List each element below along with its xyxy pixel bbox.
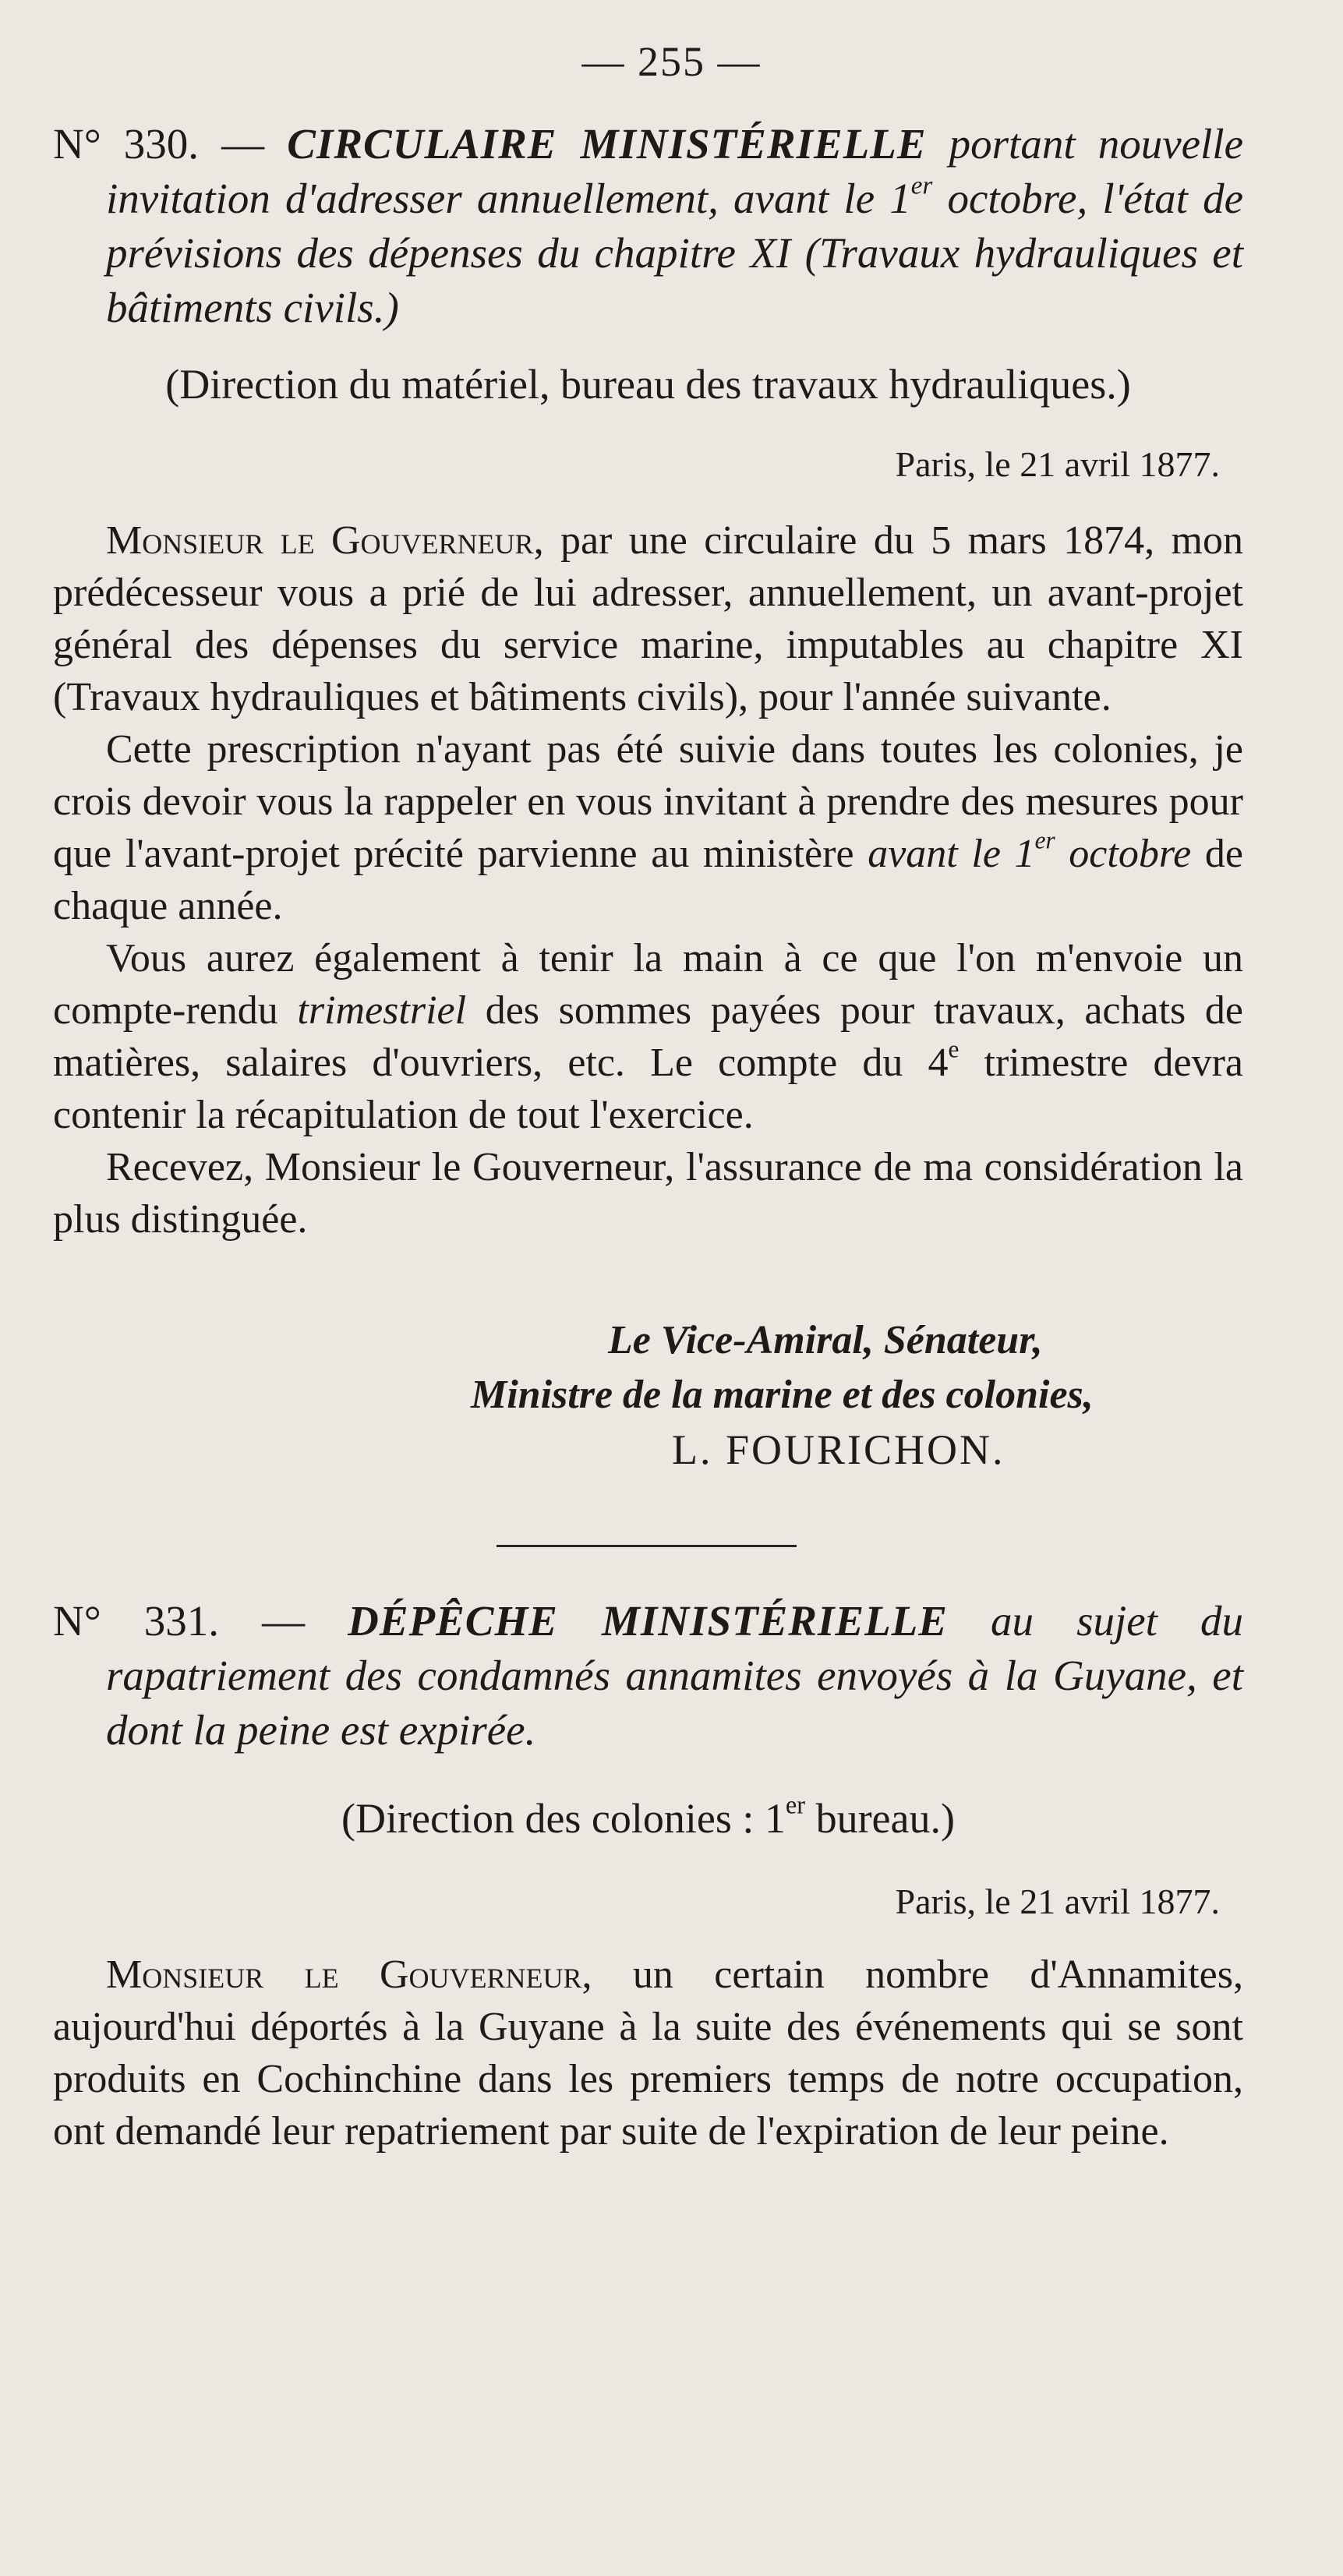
doc330-signature-office: Ministre de la marine et des colonies, [471, 1373, 1094, 1417]
doc330-number: N° 330. [53, 120, 200, 168]
doc330-dateline: Paris, le 21 avril 1877. [895, 444, 1220, 484]
doc330-p2-text-a: Cette prescription n'ayant pas été suivie dans toutes les colonies, je crois devoir vous la rappeler en vous invitant à prendre des mesures pour que l'avant-projet précité parvienne au ministère [53, 727, 1243, 876]
doc330-salutation: Monsieur le Gouverneur [106, 518, 534, 563]
doc330-kind: CIRCULAIRE MINISTÉRIELLE [287, 120, 927, 168]
page-number: — 255 — [581, 38, 762, 85]
doc330-body [53, 514, 1243, 1246]
doc330-subject-sup: er [910, 171, 933, 200]
doc331-p1-text: , un certain nombre d'Annamites, aujourd'hui déportés à la Guyane à la suite des événements qui se sont produits en Cochinchine dans les premiers temps de notre occupation, ont demandé leur repatriement par suite de l'expiration de leur peine. [53, 1952, 1243, 2154]
doc330-signature-name: L. FOURICHON. [672, 1426, 1005, 1473]
doc330-p2-text-b: de chaque année. [53, 832, 1243, 928]
doc330-p3-italic: trimestriel [297, 988, 467, 1033]
doc331-direction [53, 1793, 1243, 1844]
doc330-paragraph-1 [53, 514, 1243, 723]
doc331-subject: au sujet du rapatriement des condamnés annamites envoyés à la Guyane, et dont la peine est expirée. [106, 1597, 1243, 1754]
doc330-p2-sup: er [1034, 826, 1055, 854]
doc331-dash: — [219, 1597, 348, 1645]
doc331-heading [53, 1594, 1243, 1758]
doc330-paragraph-4: Recevez, Monsieur le Gouverneur, l'assurance de ma considération la plus distinguée. [53, 1145, 1243, 1242]
doc330-direction: (Direction du matériel, bureau des travaux hydrauliques.) [165, 361, 1131, 408]
doc331-direction-a: (Direction des colonies : 1 [341, 1795, 786, 1842]
doc331-kind: DÉPÊCHE MINISTÉRIELLE [348, 1597, 948, 1645]
section-divider [497, 1545, 797, 1547]
doc330-p3-text-b: des sommes payées pour travaux, achats de matières, salaires d'ouvriers, etc. Le compte du 4 [53, 988, 1243, 1085]
doc330-heading-block [53, 117, 1243, 335]
doc330-subject-b: octobre, l'état de prévisions des dépenses du chapitre XI (Travaux hydrauliques et bâtiments civils.) [106, 175, 1243, 331]
doc330-p3-text-c: trimestre devra contenir la récapitulation de tout l'exercice. [53, 1041, 1243, 1137]
doc330-p2-italic-a: avant le 1 [868, 832, 1035, 876]
doc330-signature-title: Le Vice-Amiral, Sénateur, [608, 1318, 1043, 1362]
doc330-signature [53, 1313, 1243, 1477]
doc330-p3-text-a: Vous aurez également à tenir la main à ce que l'on m'envoie un compte-rendu [53, 936, 1243, 1033]
doc331-number: N° 331. [53, 1597, 220, 1645]
doc330-p3-sup: e [948, 1035, 960, 1063]
doc330-p2-italic-b: octobre [1055, 832, 1192, 876]
doc330-heading [53, 117, 1243, 335]
doc331-heading-block [53, 1594, 1243, 1758]
doc330-paragraph-3 [53, 932, 1243, 1141]
doc331-paragraph-1 [53, 1949, 1243, 2157]
doc331-body [53, 1949, 1243, 2157]
doc330-paragraph-2 [53, 723, 1243, 932]
doc331-direction-b: bureau.) [805, 1795, 955, 1842]
doc330-p1-text: , par une circulaire du 5 mars 1874, mon prédécesseur vous a prié de lui adresser, annuellement, un avant-projet général des dépenses du service marine, imputables au chapitre XI (Travaux hydrauliques et bâtiments civils), pour l'année suivante. [53, 518, 1243, 719]
doc331-dateline: Paris, le 21 avril 1877. [895, 1882, 1220, 1921]
doc331-direction-sup: er [785, 1791, 806, 1820]
doc330-dash: — [199, 120, 288, 168]
doc331-salutation: Monsieur le Gouverneur [106, 1952, 582, 1997]
doc330-subject-a: portant nouvelle invitation d'adresser annuellement, avant le 1 [106, 120, 1244, 222]
